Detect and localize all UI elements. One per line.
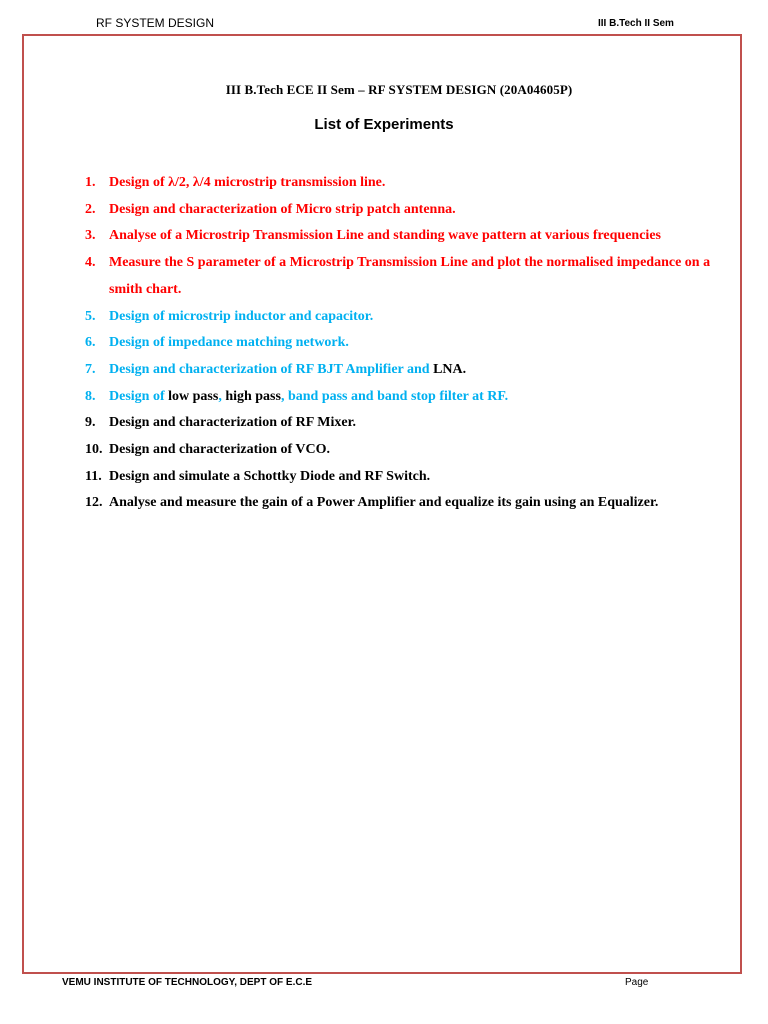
footer-institute: VEMU INSTITUTE OF TECHNOLOGY, DEPT OF E.C.E — [62, 977, 313, 988]
course-title: III B.Tech ECE II Sem – RF SYSTEM DESIGN (20A04605P) — [225, 82, 573, 97]
list-item-number: 7. — [85, 361, 96, 377]
list-item — [85, 223, 735, 250]
page-border — [22, 34, 742, 974]
list-item-number: 9. — [85, 415, 96, 431]
list-item — [85, 357, 735, 384]
header-right-text: III B.Tech II Sem — [598, 18, 674, 29]
list-item-text: Analyse of a Microstrip Transmission Line and standing wave pattern at various frequencies — [109, 228, 661, 244]
list-item-number: 3. — [85, 228, 96, 244]
list-item-text: Design and characterization of Micro strip patch antenna. — [109, 201, 456, 217]
list-item-text: Design and simulate a Schottky Diode and RF Switch. — [109, 468, 431, 484]
list-item-number: 12. — [85, 495, 103, 511]
list-item-text: Design and characterization of VCO. — [109, 442, 330, 458]
list-item — [85, 384, 735, 411]
list-item — [85, 464, 735, 491]
list-item-text: Design of microstrip inductor and capacitor. — [109, 308, 374, 324]
list-item-text: LNA. — [433, 361, 467, 377]
list-item-number: 1. — [85, 175, 96, 190]
list-item-number: 2. — [85, 201, 96, 217]
list-item-number: 11. — [85, 468, 102, 484]
list-item-text: , band pass and band stop filter at RF. — [280, 388, 509, 404]
list-item-text: Analyse and measure the gain of a Power Amplifier and equalize its gain using an Equalizer. — [109, 495, 659, 511]
header-left-text: RF SYSTEM DESIGN — [96, 16, 215, 30]
list-item — [85, 250, 735, 303]
list-item-text: Design and characterization of RF BJT Amplifier and — [109, 361, 434, 377]
list-item-number: 4. — [85, 255, 96, 271]
list-item — [85, 410, 735, 437]
list-item — [85, 490, 735, 517]
list-item-text: Measure the S parameter of a Microstrip Transmission Line and plot the normalised impedance on a smith chart. — [109, 255, 711, 297]
list-item — [85, 330, 735, 357]
list-item-number: 10. — [85, 442, 103, 458]
list-item-text: Design of impedance matching network. — [109, 335, 349, 351]
list-item — [85, 304, 735, 331]
footer-page-label: Page — [625, 977, 649, 988]
list-item-text: low pass — [168, 388, 219, 404]
list-item — [85, 437, 735, 464]
list-item-text: , — [218, 388, 226, 404]
list-item-text: high pass — [225, 388, 281, 404]
list-title: List of Experiments — [314, 116, 454, 133]
list-item-number: 5. — [85, 308, 96, 324]
list-item — [85, 170, 735, 197]
list-item-text: Design of λ/2, λ/4 microstrip transmission line. — [109, 175, 386, 190]
list-item-number: 8. — [85, 388, 96, 404]
list-item-text: Design and characterization of RF Mixer. — [109, 415, 357, 431]
list-item-number: 6. — [85, 335, 96, 351]
list-item — [85, 197, 735, 224]
experiment-list — [85, 170, 735, 517]
list-item-text: Design of — [109, 388, 169, 404]
